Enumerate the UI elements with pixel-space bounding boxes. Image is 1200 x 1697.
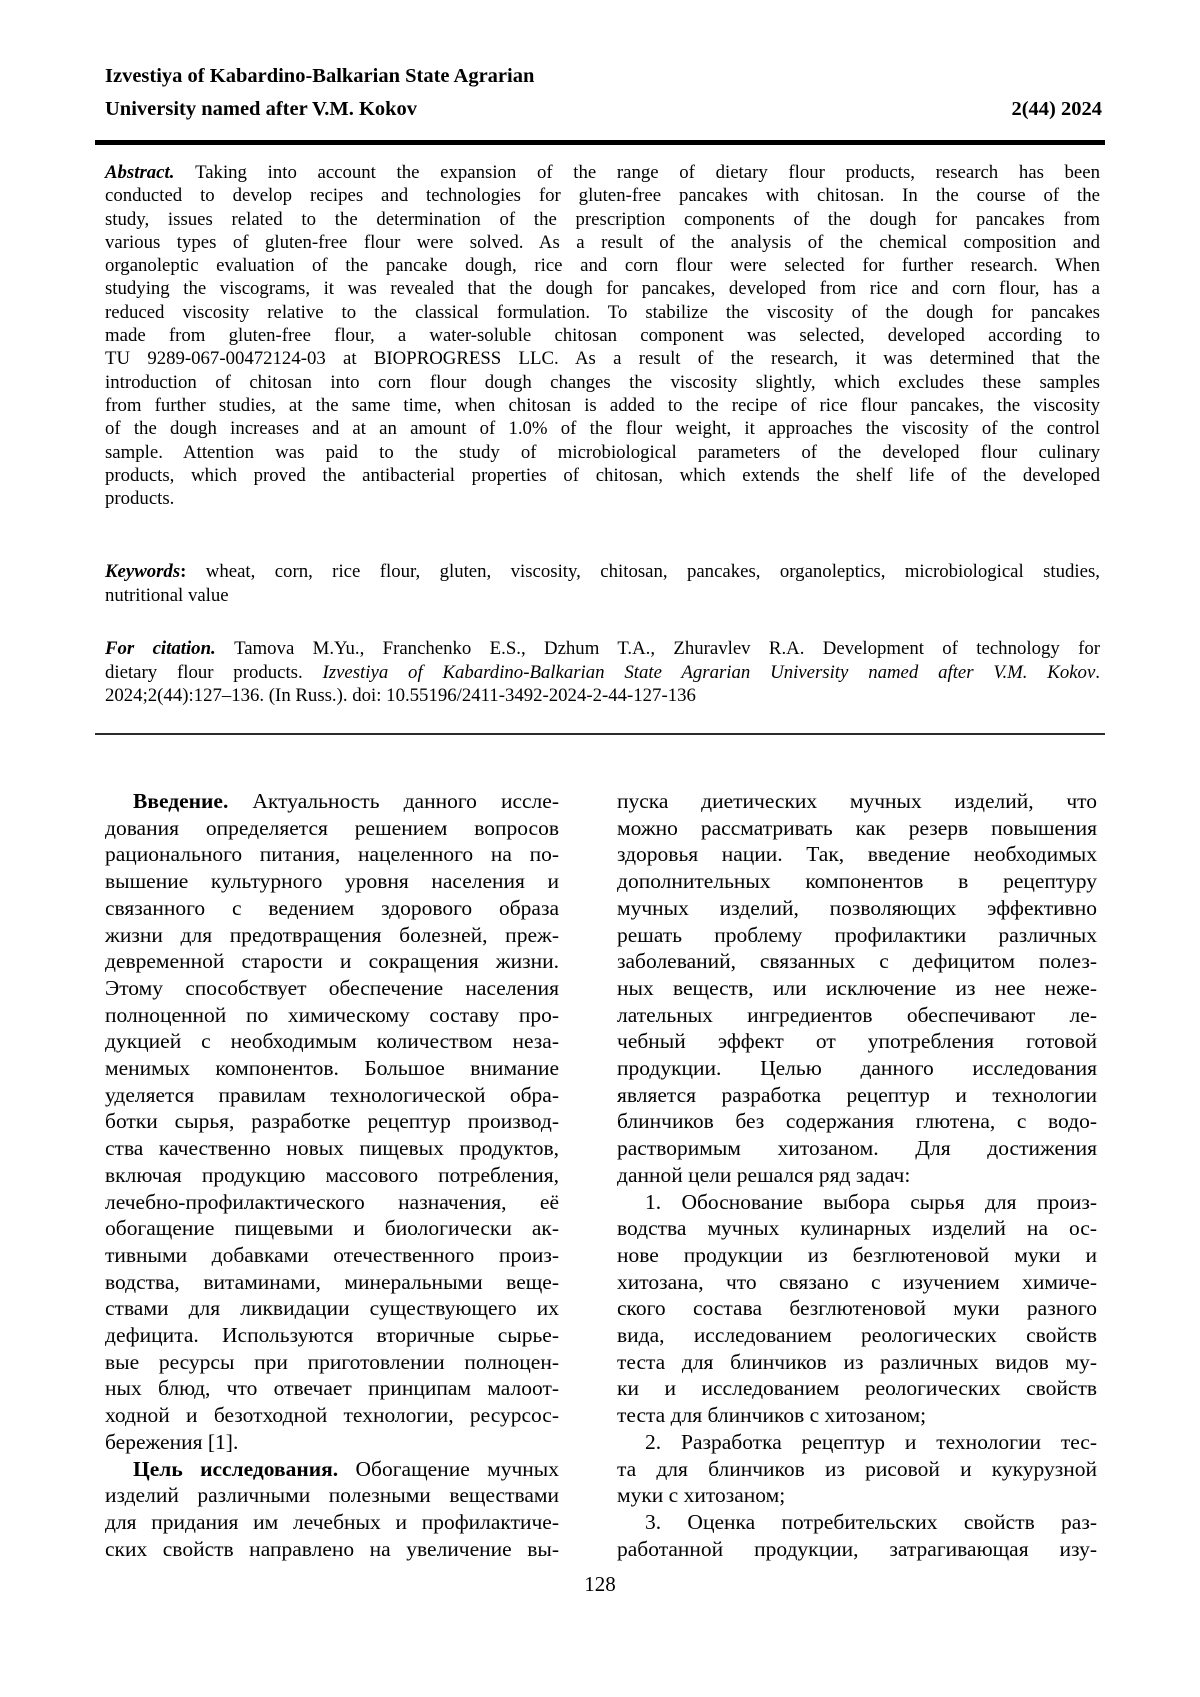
text-segment: 2. Разработка рецептур и технологии тес-: [645, 1429, 1097, 1454]
text-line: [105, 1002, 559, 1029]
text-line: [617, 1189, 1097, 1216]
text-line: [617, 1135, 1097, 1162]
text-segment: здоровья нации. Так, введение необходимых: [617, 842, 1097, 867]
paragraph: [105, 1456, 559, 1563]
text-line: [105, 1349, 559, 1376]
text-segment: дукцией с необходимым количеством неза-: [105, 1029, 559, 1054]
text-segment: работанной продукции, затрагивающая изу-: [617, 1536, 1097, 1561]
text-line: [617, 1108, 1097, 1135]
text-segment: ных веществ, или исключение из нее неже-: [617, 975, 1097, 1000]
text-segment: Цель исследования.: [133, 1456, 339, 1481]
text-segment: является разработка рецептур и технологии: [617, 1082, 1097, 1107]
text-line: [617, 895, 1097, 922]
text-line: [105, 487, 1100, 510]
text-line: [105, 560, 1100, 584]
text-segment: products.: [105, 488, 175, 510]
text-line: [617, 1482, 1097, 1509]
text-line: [617, 788, 1097, 815]
text-line: [105, 584, 1100, 608]
text-line: [105, 922, 559, 949]
text-line: [105, 1108, 559, 1135]
text-line: [105, 1189, 559, 1216]
text-segment: хитозана, что связано с изучением химиче-: [617, 1269, 1097, 1294]
text-segment: нове продукции из безглютеновой муки и: [617, 1242, 1097, 1267]
text-line: [105, 1028, 559, 1055]
text-segment: мучных изделий, позволяющих эффективно: [617, 895, 1097, 920]
text-line: [105, 277, 1100, 300]
text-segment: рационального питания, нацеленного на по-: [105, 842, 559, 867]
text-segment: водства мучных кулинарных изделий на ос-: [617, 1216, 1097, 1241]
left-column: [105, 788, 559, 1562]
text-segment: менимых компонентов. Большое внимание: [105, 1056, 559, 1081]
text-line: [105, 975, 559, 1002]
text-segment: Keywords: [105, 561, 181, 582]
text-line: [105, 661, 1100, 685]
text-segment: растворимым хитозаном. Для достижения: [617, 1136, 1097, 1161]
text-segment: полноценной по химическому составу про-: [105, 1002, 559, 1027]
text-segment: introduction of chitosan into corn flour dough changes the viscosity slightly, which excludes these samples: [105, 371, 1100, 393]
text-line: [105, 1402, 559, 1429]
paragraph: [105, 788, 559, 1456]
paragraph: [105, 637, 1100, 708]
text-segment: дования определяется решением вопросов: [105, 815, 559, 840]
text-segment: .: [1095, 661, 1100, 683]
text-line: [617, 1322, 1097, 1349]
journal-title-line1: Izvestiya of Kabardino-Balkarian State Agrarian: [105, 65, 535, 87]
text-segment: ских свойств направлено на увеличение вы-: [105, 1536, 559, 1561]
text-segment: 3. Оценка потребительских свойств раз-: [645, 1509, 1097, 1534]
page-header: [105, 60, 1102, 126]
text-line: [105, 417, 1100, 440]
text-segment: Обогащение мучных: [338, 1456, 559, 1481]
text-segment: conducted to develop recipes and technologies for gluten-free pancakes with chitosan. In the course of the: [105, 185, 1100, 207]
text-line: [105, 394, 1100, 417]
text-segment: изделий различными полезными веществами: [105, 1483, 559, 1508]
text-line: [105, 347, 1100, 370]
text-line: [105, 371, 1100, 394]
text-segment: дефицита. Используются вторичные сырье-: [105, 1323, 559, 1348]
text-line: [617, 1082, 1097, 1109]
text-line: [617, 1536, 1097, 1563]
text-segment: sample. Attention was paid to the study of microbiological parameters of the developed flour culinary: [105, 441, 1100, 463]
text-segment: блинчиков без содержания глютена, с водо-: [617, 1109, 1097, 1134]
text-segment: дополнительных компонентов в рецептуру: [617, 869, 1097, 894]
text-segment: Введение.: [133, 789, 229, 813]
text-segment: ки и исследованием реологических свойств: [617, 1376, 1097, 1401]
text-segment: водства, витаминами, минеральными веще-: [105, 1269, 559, 1294]
text-line: [105, 184, 1100, 207]
text-segment: of the dough increases and at an amount of 1.0% of the flour weight, it approaches the viscosity of the control: [105, 418, 1100, 440]
text-line: [105, 815, 559, 842]
text-segment: вышение культурного уровня населения и: [105, 869, 559, 894]
text-segment: Taking into account the expansion of the range of dietary flour products, research has been: [195, 162, 1100, 183]
paragraph: [617, 788, 1097, 1189]
text-line: [617, 1242, 1097, 1269]
text-line: [105, 1429, 559, 1456]
text-line: [105, 1295, 559, 1322]
right-column: [617, 788, 1097, 1562]
text-line: [105, 1322, 559, 1349]
text-line: [617, 1002, 1097, 1029]
text-segment: тивными добавками отечественного произ-: [105, 1242, 559, 1267]
text-segment: studying the viscograms, it was revealed that the dough for pancakes, developed from rice and corn flour, has a: [105, 278, 1100, 300]
text-line: [105, 1482, 559, 1509]
text-line: [617, 1429, 1097, 1456]
text-segment: Izvestiya of Kabardino-Balkarian State Agrarian University named after V.M. Kokov: [322, 661, 1096, 683]
text-segment: обогащение пищевыми и биологически ак-: [105, 1216, 559, 1241]
text-segment: пуска диетических мучных изделий, что: [617, 789, 1097, 813]
text-line: [617, 1509, 1097, 1536]
keywords-section: [105, 560, 1100, 607]
text-segment: TU 9289-067-00472124-03 at BIOPROGRESS LLC. As a result of the research, it was determined that the: [105, 348, 1100, 370]
text-segment: ствами для ликвидации существующего их: [105, 1296, 559, 1321]
text-line: [105, 254, 1100, 277]
text-segment: nutritional value: [105, 584, 229, 606]
text-line: [105, 788, 559, 815]
text-line: [105, 1215, 559, 1242]
text-segment: девременной старости и сокращения жизни.: [105, 949, 559, 974]
text-segment: продукции. Целью данного исследования: [617, 1056, 1097, 1081]
text-segment: dietary flour products.: [105, 661, 323, 683]
text-segment: связанного с ведением здорового образа: [105, 895, 559, 920]
text-line: [105, 1242, 559, 1269]
text-segment: Актуальность данного иссле-: [228, 789, 559, 813]
text-line: [617, 868, 1097, 895]
text-segment: study, issues related to the determination of the prescription components of the dough for pancakes from: [105, 208, 1100, 230]
header-rule: [95, 140, 1105, 145]
text-line: [105, 324, 1100, 347]
issue-number: 2(44) 2024: [1011, 98, 1102, 120]
paragraph: [105, 161, 1100, 510]
text-segment: лательных ингредиентов обеспечивают ле-: [617, 1002, 1097, 1027]
text-line: [617, 815, 1097, 842]
text-line: [617, 1375, 1097, 1402]
page-number: 128: [584, 1572, 616, 1596]
text-line: [105, 1082, 559, 1109]
text-segment: Abstract.: [105, 162, 196, 183]
text-line: [105, 868, 559, 895]
text-segment: :: [180, 561, 206, 582]
text-segment: уделяется правилам технологической обра-: [105, 1082, 559, 1107]
paragraph: [105, 560, 1100, 607]
text-line: [617, 1055, 1097, 1082]
text-segment: чебный эффект от употребления готовой: [617, 1029, 1097, 1054]
text-line: [617, 948, 1097, 975]
text-segment: теста для блинчиков с хитозаном;: [617, 1403, 927, 1428]
paragraph: [617, 1189, 1097, 1429]
paragraph: [617, 1509, 1097, 1562]
citation-section: [105, 637, 1100, 708]
text-line: [617, 1456, 1097, 1483]
text-segment: заболеваний, связанных с дефицитом полез-: [617, 949, 1097, 974]
text-line: [617, 922, 1097, 949]
journal-title-line2: University named after V.M. Kokov: [105, 98, 418, 120]
text-segment: можно рассматривать как резерв повышения: [617, 815, 1097, 840]
text-segment: organoleptic evaluation of the pancake dough, rice and corn flour were selected for further research. When: [105, 255, 1100, 277]
text-segment: ботки сырья, разработке рецептур производ-: [105, 1109, 559, 1134]
text-line: [617, 975, 1097, 1002]
text-segment: ных блюд, что отвечает принципам малоот-: [105, 1376, 559, 1401]
text-segment: вида, исследованием реологических свойств: [617, 1323, 1097, 1348]
text-line: [105, 1055, 559, 1082]
text-segment: лечебно-профилактического назначения, её: [105, 1189, 559, 1214]
text-segment: Tamova M.Yu., Franchenko E.S., Dzhum T.A., Zhuravlev R.A. Development of technology for: [234, 638, 1100, 659]
text-segment: 1. Обоснование выбора сырья для произ-: [645, 1189, 1097, 1214]
text-segment: Этому способствует обеспечение населения: [105, 975, 559, 1000]
text-line: [617, 1215, 1097, 1242]
text-segment: та для блинчиков из рисовой и кукурузной: [617, 1456, 1097, 1481]
text-line: [105, 208, 1100, 231]
text-segment: вые ресурсы при приготовлении полноцен-: [105, 1349, 559, 1374]
text-segment: ходной и безотходной технологии, ресурсос-: [105, 1403, 559, 1428]
text-segment: various types of gluten-free flour were solved. As a result of the analysis of the chemical composition and: [105, 231, 1100, 253]
text-line: [105, 1536, 559, 1563]
text-line: [105, 1375, 559, 1402]
text-segment: ства качественно новых пищевых продуктов,: [105, 1136, 559, 1161]
text-segment: теста для блинчиков из различных видов му-: [617, 1349, 1097, 1374]
text-line: [105, 1269, 559, 1296]
text-line: [105, 464, 1100, 487]
section-divider-rule: [95, 733, 1105, 735]
text-line: [105, 1135, 559, 1162]
text-line: [105, 1456, 559, 1483]
text-segment: products, which proved the antibacterial properties of chitosan, which extends the shelf life of the developed: [105, 464, 1100, 486]
journal-title-row2: [105, 93, 1102, 126]
text-segment: включая продукцию массового потребления,: [105, 1162, 559, 1187]
text-line: [105, 948, 559, 975]
body-columns: [105, 788, 1097, 1562]
text-line: [105, 441, 1100, 464]
text-line: [617, 1269, 1097, 1296]
text-line: [617, 1028, 1097, 1055]
text-segment: For citation.: [105, 638, 235, 659]
text-segment: reduced viscosity relative to the classical formulation. To stabilize the viscosity of the dough for pancakes: [105, 301, 1100, 323]
paragraph: [617, 1429, 1097, 1509]
text-segment: ского состава безглютеновой муки разного: [617, 1296, 1097, 1321]
text-line: [105, 161, 1100, 184]
text-line: [617, 1402, 1097, 1429]
text-segment: жизни для предотвращения болезней, преж-: [105, 922, 559, 947]
text-segment: для придания им лечебных и профилактиче-: [105, 1509, 559, 1534]
text-line: [105, 895, 559, 922]
text-line: [617, 1349, 1097, 1376]
text-line: [105, 637, 1100, 661]
text-line: [105, 301, 1100, 324]
text-line: [617, 1295, 1097, 1322]
text-segment: wheat, corn, rice flour, gluten, viscosity, chitosan, pancakes, organoleptics, microbiological studies,: [205, 561, 1100, 582]
text-line: [105, 1162, 559, 1189]
text-segment: 2024;2(44):127–136. (In Russ.). doi: 10.55196/2411-3492-2024-2-44-127-136: [105, 685, 696, 706]
text-line: [105, 841, 559, 868]
text-segment: made from gluten-free flour, a water-soluble chitosan component was selected, developed according to: [105, 325, 1100, 347]
text-line: [105, 231, 1100, 254]
text-segment: from further studies, at the same time, when chitosan is added to the recipe of rice flour pancakes, the viscosity: [105, 394, 1100, 416]
text-line: [105, 684, 1100, 708]
text-segment: муки с хитозаном;: [617, 1483, 786, 1508]
abstract-section: [105, 161, 1100, 510]
text-line: [617, 1162, 1097, 1189]
text-segment: бережения [1].: [105, 1429, 239, 1454]
text-line: [617, 841, 1097, 868]
text-segment: решать проблему профилактики различных: [617, 922, 1097, 947]
text-line: [105, 1509, 559, 1536]
text-segment: данной цели решался ряд задач:: [617, 1162, 911, 1187]
